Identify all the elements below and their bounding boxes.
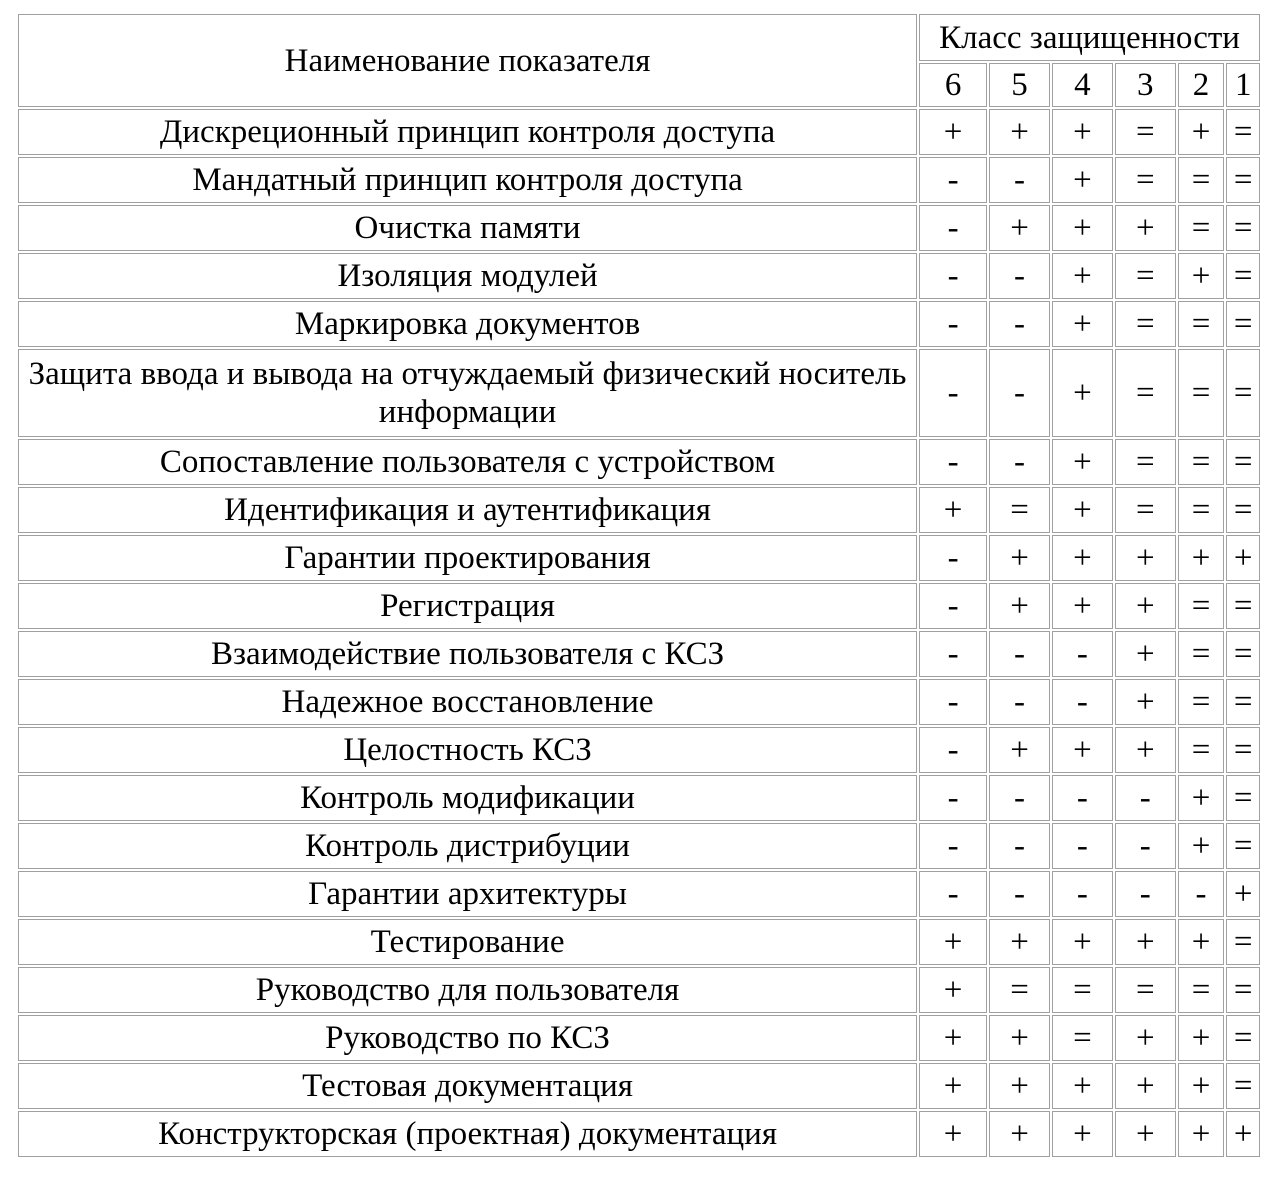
- requirement-mark: +: [1052, 349, 1113, 437]
- requirement-mark: +: [1178, 823, 1225, 869]
- requirement-mark: =: [1115, 157, 1176, 203]
- requirement-mark: +: [989, 535, 1050, 581]
- indicator-name: Целостность КСЗ: [18, 727, 917, 773]
- requirement-mark: -: [919, 253, 987, 299]
- requirement-mark: +: [1052, 1111, 1113, 1157]
- requirement-mark: =: [1178, 301, 1225, 347]
- requirement-mark: =: [1178, 631, 1225, 677]
- requirement-mark: +: [919, 487, 987, 533]
- requirement-mark: +: [919, 1015, 987, 1061]
- class-column-header: 5: [989, 63, 1050, 107]
- requirement-mark: =: [1226, 349, 1260, 437]
- table-row: [18, 1015, 1260, 1061]
- table-row: [18, 823, 1260, 869]
- requirement-mark: =: [1226, 205, 1260, 251]
- requirement-mark: -: [919, 205, 987, 251]
- indicator-name: Контроль модификации: [18, 775, 917, 821]
- class-group-header: Класс защищенности: [919, 14, 1260, 61]
- table-row: [18, 775, 1260, 821]
- indicator-name: Тестирование: [18, 919, 917, 965]
- requirement-mark: +: [1052, 205, 1113, 251]
- indicator-name: Руководство по КСЗ: [18, 1015, 917, 1061]
- requirement-mark: +: [1052, 253, 1113, 299]
- requirement-mark: -: [919, 439, 987, 485]
- table-row: [18, 1063, 1260, 1109]
- requirement-mark: +: [1052, 439, 1113, 485]
- requirement-mark: -: [919, 157, 987, 203]
- requirement-mark: +: [1178, 253, 1225, 299]
- requirement-mark: -: [989, 439, 1050, 485]
- table-row: [18, 301, 1260, 347]
- requirement-mark: -: [989, 679, 1050, 725]
- requirement-mark: =: [1226, 157, 1260, 203]
- requirement-mark: =: [1115, 253, 1176, 299]
- requirement-mark: =: [1226, 775, 1260, 821]
- requirement-mark: -: [1052, 679, 1113, 725]
- requirement-mark: -: [1052, 631, 1113, 677]
- requirement-mark: +: [1226, 1111, 1260, 1157]
- table-row: [18, 487, 1260, 533]
- table-row: [18, 439, 1260, 485]
- requirement-mark: +: [919, 1111, 987, 1157]
- requirement-mark: -: [989, 349, 1050, 437]
- indicator-name: Изоляция модулей: [18, 253, 917, 299]
- requirement-mark: -: [989, 631, 1050, 677]
- requirement-mark: +: [1052, 109, 1113, 155]
- requirement-mark: +: [1052, 583, 1113, 629]
- requirement-mark: =: [1178, 349, 1225, 437]
- requirement-mark: +: [1115, 727, 1176, 773]
- requirement-mark: +: [919, 109, 987, 155]
- requirement-mark: +: [1115, 205, 1176, 251]
- requirement-mark: +: [1115, 583, 1176, 629]
- requirement-mark: +: [1052, 919, 1113, 965]
- requirement-mark: =: [1226, 109, 1260, 155]
- requirement-mark: +: [919, 967, 987, 1013]
- requirement-mark: =: [1115, 439, 1176, 485]
- requirement-mark: -: [919, 535, 987, 581]
- requirement-mark: =: [1226, 631, 1260, 677]
- table-row: [18, 535, 1260, 581]
- class-column-header: 2: [1178, 63, 1225, 107]
- requirement-mark: =: [1226, 253, 1260, 299]
- requirement-mark: +: [1115, 1015, 1176, 1061]
- class-column-header: 6: [919, 63, 987, 107]
- requirement-mark: =: [1115, 487, 1176, 533]
- indicator-name: Защита ввода и вывода на отчуждаемый физический носитель информации: [18, 349, 917, 437]
- requirement-mark: =: [1226, 301, 1260, 347]
- requirement-mark: +: [1115, 679, 1176, 725]
- indicator-name: Взаимодействие пользователя с КСЗ: [18, 631, 917, 677]
- requirement-mark: =: [1178, 439, 1225, 485]
- table-row: [18, 1111, 1260, 1157]
- requirement-mark: =: [1226, 583, 1260, 629]
- requirement-mark: =: [989, 487, 1050, 533]
- requirement-mark: -: [989, 157, 1050, 203]
- class-column-header: 4: [1052, 63, 1113, 107]
- requirement-mark: +: [1052, 727, 1113, 773]
- requirement-mark: =: [1226, 727, 1260, 773]
- table-row: [18, 631, 1260, 677]
- requirement-mark: =: [1178, 205, 1225, 251]
- requirement-mark: +: [1226, 535, 1260, 581]
- requirement-mark: -: [919, 727, 987, 773]
- requirement-mark: -: [919, 823, 987, 869]
- requirement-mark: =: [1226, 439, 1260, 485]
- requirement-mark: -: [1052, 775, 1113, 821]
- requirement-mark: =: [1226, 967, 1260, 1013]
- requirement-mark: +: [1178, 1015, 1225, 1061]
- requirement-mark: +: [989, 205, 1050, 251]
- requirement-mark: +: [989, 919, 1050, 965]
- requirement-mark: =: [1178, 583, 1225, 629]
- requirement-mark: -: [1115, 775, 1176, 821]
- indicator-name: Маркировка документов: [18, 301, 917, 347]
- requirement-mark: =: [1226, 487, 1260, 533]
- requirement-mark: +: [1052, 1063, 1113, 1109]
- requirement-mark: +: [1115, 631, 1176, 677]
- requirement-mark: +: [1178, 919, 1225, 965]
- requirement-mark: =: [1178, 967, 1225, 1013]
- requirement-mark: -: [1052, 823, 1113, 869]
- requirement-mark: +: [1178, 109, 1225, 155]
- requirement-mark: -: [1115, 871, 1176, 917]
- table-row: [18, 583, 1260, 629]
- requirement-mark: +: [989, 109, 1050, 155]
- requirement-mark: =: [1178, 679, 1225, 725]
- requirement-mark: =: [1115, 967, 1176, 1013]
- indicator-name: Регистрация: [18, 583, 917, 629]
- indicator-name: Надежное восстановление: [18, 679, 917, 725]
- requirement-mark: -: [1052, 871, 1113, 917]
- requirement-mark: =: [1226, 679, 1260, 725]
- requirement-mark: +: [919, 1063, 987, 1109]
- requirement-mark: -: [919, 349, 987, 437]
- requirement-mark: -: [1115, 823, 1176, 869]
- indicator-name: Мандатный принцип контроля доступа: [18, 157, 917, 203]
- requirement-mark: +: [1052, 157, 1113, 203]
- indicator-name: Сопоставление пользователя с устройством: [18, 439, 917, 485]
- requirement-mark: =: [1178, 727, 1225, 773]
- requirement-mark: +: [989, 1015, 1050, 1061]
- requirement-mark: =: [1226, 823, 1260, 869]
- requirement-mark: +: [1115, 919, 1176, 965]
- requirement-mark: +: [1052, 535, 1113, 581]
- indicator-name: Гарантии проектирования: [18, 535, 917, 581]
- requirement-mark: +: [1178, 1111, 1225, 1157]
- requirement-mark: +: [1115, 1063, 1176, 1109]
- requirement-mark: -: [989, 823, 1050, 869]
- requirement-mark: =: [1115, 109, 1176, 155]
- requirement-mark: =: [1226, 919, 1260, 965]
- requirement-mark: -: [989, 301, 1050, 347]
- header-row: [18, 14, 1260, 61]
- requirement-mark: +: [919, 919, 987, 965]
- requirement-mark: +: [1226, 871, 1260, 917]
- table-row: [18, 967, 1260, 1013]
- requirement-mark: =: [1052, 1015, 1113, 1061]
- requirement-mark: -: [919, 775, 987, 821]
- requirement-mark: =: [989, 967, 1050, 1013]
- requirement-mark: +: [1178, 535, 1225, 581]
- indicator-name: Руководство для пользователя: [18, 967, 917, 1013]
- table-row: [18, 679, 1260, 725]
- requirement-mark: -: [919, 301, 987, 347]
- requirement-mark: +: [1178, 775, 1225, 821]
- requirement-mark: +: [989, 1111, 1050, 1157]
- indicator-name: Гарантии архитектуры: [18, 871, 917, 917]
- requirement-mark: -: [919, 583, 987, 629]
- indicator-name: Тестовая документация: [18, 1063, 917, 1109]
- requirement-mark: +: [1052, 487, 1113, 533]
- indicator-name: Контроль дистрибуции: [18, 823, 917, 869]
- requirement-mark: =: [1115, 349, 1176, 437]
- table-row: [18, 205, 1260, 251]
- requirement-mark: =: [1178, 157, 1225, 203]
- requirements-table: [16, 12, 1262, 1159]
- requirement-mark: =: [1052, 967, 1113, 1013]
- table-row: [18, 727, 1260, 773]
- requirement-mark: +: [1115, 1111, 1176, 1157]
- requirement-mark: -: [919, 679, 987, 725]
- requirement-mark: -: [1178, 871, 1225, 917]
- indicator-name: Идентификация и аутентификация: [18, 487, 917, 533]
- name-column-header: Наименование показателя: [18, 14, 917, 107]
- requirement-mark: =: [1178, 487, 1225, 533]
- indicator-name: Дискреционный принцип контроля доступа: [18, 109, 917, 155]
- requirement-mark: =: [1115, 301, 1176, 347]
- requirement-mark: +: [1178, 1063, 1225, 1109]
- requirement-mark: =: [1226, 1015, 1260, 1061]
- requirement-mark: -: [989, 253, 1050, 299]
- indicator-name: Очистка памяти: [18, 205, 917, 251]
- requirement-mark: =: [1226, 1063, 1260, 1109]
- class-column-header: 3: [1115, 63, 1176, 107]
- requirement-mark: -: [919, 631, 987, 677]
- table-row: [18, 109, 1260, 155]
- indicator-name: Конструкторская (проектная) документация: [18, 1111, 917, 1157]
- requirement-mark: +: [989, 583, 1050, 629]
- requirement-mark: +: [1115, 535, 1176, 581]
- table-row: [18, 157, 1260, 203]
- requirement-mark: +: [989, 727, 1050, 773]
- class-column-header: 1: [1226, 63, 1260, 107]
- requirement-mark: -: [989, 871, 1050, 917]
- table-row: [18, 349, 1260, 437]
- table-row: [18, 253, 1260, 299]
- requirement-mark: -: [989, 775, 1050, 821]
- requirement-mark: -: [919, 871, 987, 917]
- table-row: [18, 919, 1260, 965]
- table-row: [18, 871, 1260, 917]
- requirement-mark: +: [989, 1063, 1050, 1109]
- requirement-mark: +: [1052, 301, 1113, 347]
